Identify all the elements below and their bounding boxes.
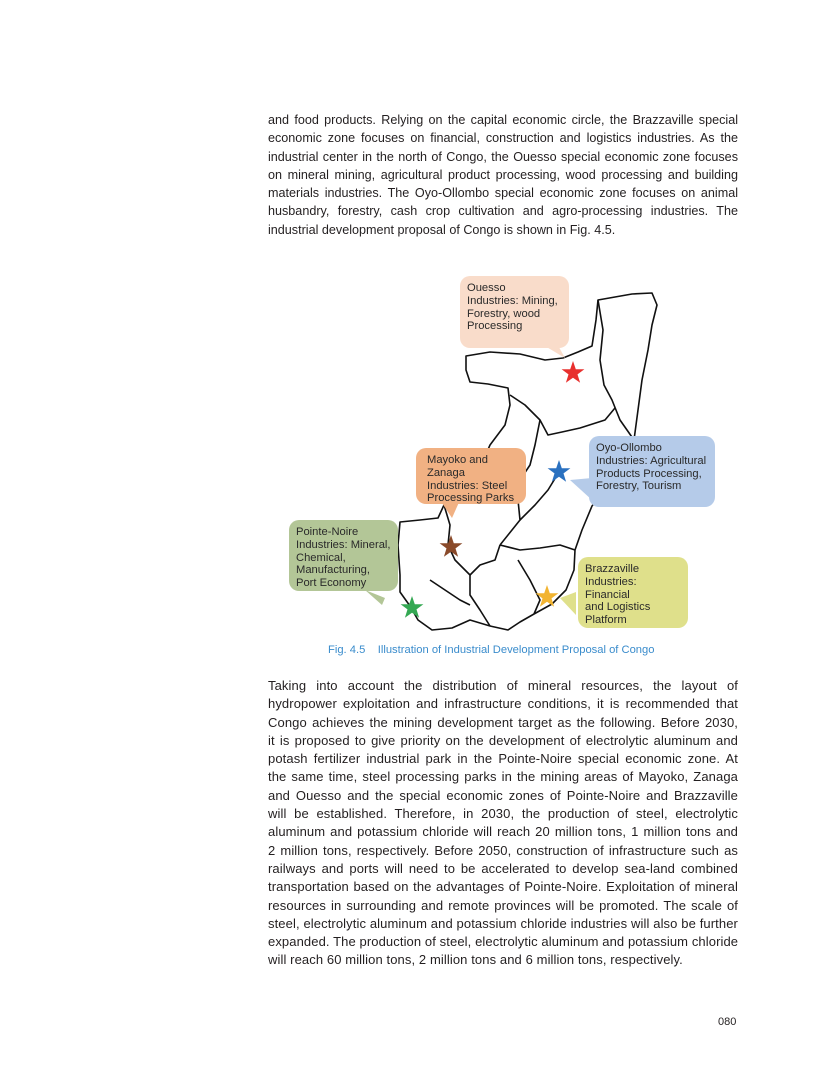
callout-line: Industries: Steel <box>427 479 508 492</box>
star-mayoko-icon <box>440 535 463 557</box>
callout-oyo-ollombo <box>589 436 715 507</box>
callout-line: Processing Parks <box>427 492 515 505</box>
callout-line: Zanaga <box>427 466 465 479</box>
callout-brazzaville <box>578 557 688 628</box>
callout-line: Industries: Mineral, <box>296 538 391 551</box>
text-line: the same time, steel processing parks in the mining areas of Mayoko, Zanaga <box>268 769 738 785</box>
text-line: expanded. The production of steel, electrolytic aluminum and potassium chloride <box>268 934 739 950</box>
callout-line: Industries: Mining, <box>467 294 558 307</box>
star-oyo-icon <box>548 460 571 482</box>
callout-line: Forestry, wood <box>467 307 541 320</box>
text-line: 2 million tons, respectively. Before 2050, construction of infrastructure such as <box>268 842 738 858</box>
text-line: Congo achieves the mining development target as the following. Before 2030, <box>268 714 738 730</box>
text-line: railways and ports will need to be accelerated to develop sea-land combined <box>268 860 738 876</box>
text-line: potash fertilizer industrial park in the Pointe-Noire special economic zone. At <box>268 751 738 767</box>
text-line: on mineral mining, agricultural product processing, wood processing and building <box>268 167 738 182</box>
callout-line: Processing <box>467 320 523 333</box>
text-line: materials industries. The Oyo-Ollombo special economic zone focuses on animal <box>268 186 738 201</box>
text-line: aluminum and potassium chloride will reach 20 million tons, 1 million tons and <box>268 824 738 840</box>
text-line: Taking into account the distribution of mineral resources, the layout of <box>268 678 738 693</box>
text-line: industrial center in the north of Congo, the Ouesso special economic zone focuses <box>268 149 738 164</box>
callout-line: Platform <box>585 614 627 627</box>
text-line: and Ouesso and the special economic zones of Pointe-Noire and Brazzaville <box>268 787 738 803</box>
callout-line: Mayoko and <box>427 454 488 466</box>
callout-line: Manufacturing, <box>296 564 371 577</box>
text-line: resources in surrounding and remote provinces will be promoted. The scale of <box>268 897 738 913</box>
star-pointe-noire-icon <box>401 596 424 618</box>
text-line: husbandry, forestry, cash crop cultivation and agro-processing industries. The <box>268 204 738 219</box>
callout-pointe-noire <box>289 520 398 591</box>
paragraph-top <box>268 111 738 239</box>
callout-line: Forestry, Tourism <box>596 480 682 493</box>
callout-line: Port Economy <box>296 577 367 590</box>
text-line: will be established. Therefore, in 2030, the production of steel, electrolytic <box>268 806 738 822</box>
callout-line: Brazzaville <box>585 563 640 575</box>
callout-line: Oyo-Ollombo <box>596 442 662 454</box>
page-number: 080 <box>718 1016 737 1028</box>
paragraph-bottom <box>268 677 738 970</box>
figure-congo-map <box>280 270 720 640</box>
callout-line: Products Processing, <box>596 467 702 480</box>
callout-line: Industries: Financial <box>585 575 637 601</box>
star-ouesso-icon <box>562 361 585 383</box>
figure-caption: Fig. 4.5 Illustration of Industrial Development Proposal of Congo <box>328 644 655 656</box>
callout-ouesso <box>460 276 569 348</box>
callout-line: Industries: Agricultural <box>596 454 707 467</box>
text-line: steel, electrolytic aluminum and potassium chloride industries will also be further <box>268 915 738 931</box>
star-brazzaville-icon <box>536 585 559 607</box>
text-line: and food products. Relying on the capital economic circle, the Brazzaville special <box>268 113 738 127</box>
callout-mayoko-zanaga <box>416 448 526 504</box>
callout-line: Chemical, <box>296 551 346 564</box>
text-line: industrial development proposal of Congo is shown in Fig. 4.5. <box>268 222 616 237</box>
callout-line: and Logistics <box>585 601 651 614</box>
text-line: transportation based on the advantages of Pointe-Noire. Exploitation of mineral <box>268 879 738 895</box>
text-line: will reach 60 million tons, 2 million tons and 6 million tons, respectively. <box>268 952 683 968</box>
callout-line: Pointe-Noire <box>296 526 359 538</box>
text-line: economic zone focuses on financial, construction and logistics industries. As the <box>268 131 738 146</box>
callout-line: Ouesso <box>467 282 506 294</box>
text-line: it is proposed to give priority on the development of electrolytic aluminum and <box>268 732 738 748</box>
text-line: hydropower exploitation and infrastructure conditions, it is recommended that <box>268 696 738 712</box>
